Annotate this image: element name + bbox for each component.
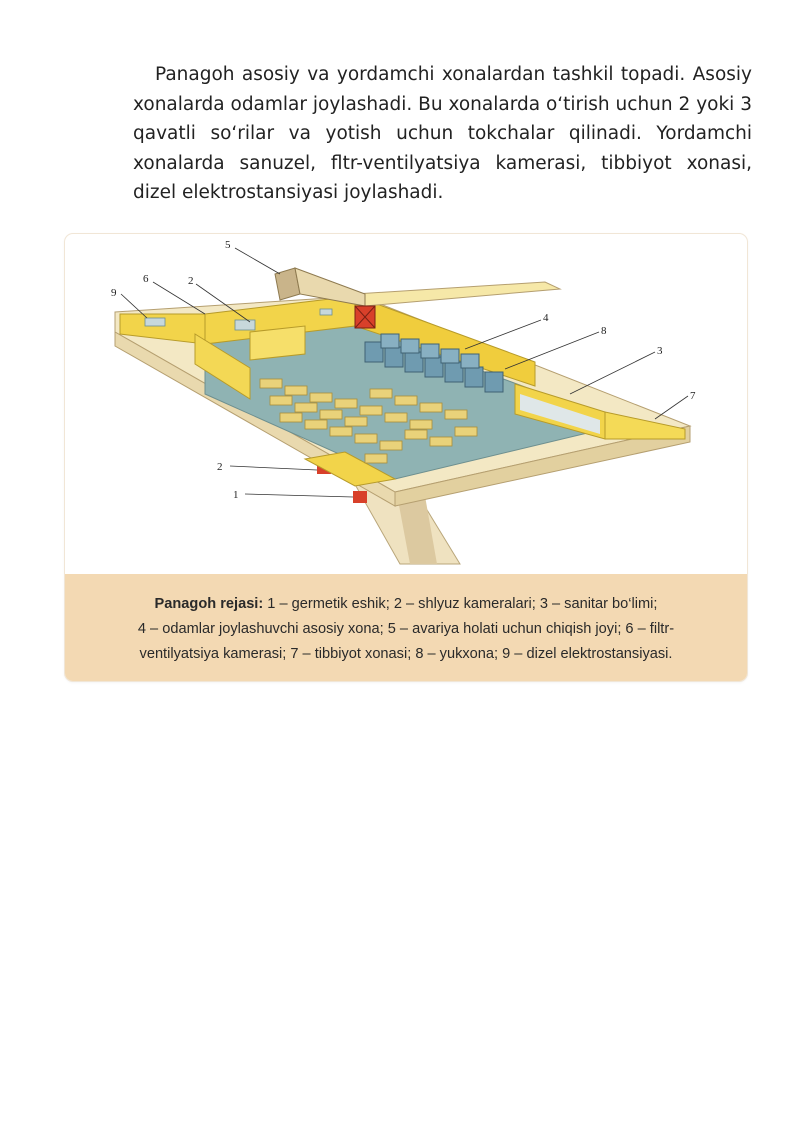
hermetic-door-marker [353, 491, 367, 503]
callout-2-bottom: 2 [217, 461, 223, 473]
callout-5: 5 [225, 239, 231, 251]
callout-2-top: 2 [188, 275, 194, 287]
filter-unit [235, 320, 255, 330]
caption-line-2: 4 – odamlar joylashuvchi asosiy xona; 5 – avariya holati uchun chiqish joyi; 6 – filtr- [137, 621, 675, 637]
figure-caption [65, 574, 747, 681]
generator-unit [145, 318, 165, 326]
caption-line-3: ventilyatsiya kamerasi; 7 – tibbiyot xonasi; 8 – yukxona; 9 – dizel elektrostansiyasi. [139, 646, 673, 662]
callout-9: 9 [111, 287, 117, 299]
vent-unit [320, 309, 332, 315]
room-partition [250, 326, 305, 360]
callout-4: 4 [543, 312, 549, 324]
callout-6: 6 [143, 273, 149, 285]
callout-7: 7 [690, 390, 696, 402]
callout-8: 8 [601, 325, 607, 337]
callout-3: 3 [657, 345, 663, 357]
shelter-illustration [65, 234, 747, 574]
caption-line-1: 1 – germetik eshik; 2 – shlyuz kameralari; 3 – sanitar bo‘limi; [263, 596, 658, 612]
callout-1: 1 [233, 489, 239, 501]
body-paragraph: Panagoh asosiy va yordamchi xonalardan tashkil topadi. Asosiy xonalarda odamlar joylashadi. Bu xonalarda o‘tirish uchun 2 yoki 3 qavatli so‘rilar va yotish uchun tokchalar qilinadi. Yordamchi xonalarda sanuzel, fltr-ventilyatsiya kamerasi, tibbiyot xonasi, dizel elektrostansiyasi joylashadi. [133, 64, 752, 203]
shelter-plan-figure [65, 234, 747, 681]
caption-title: Panagoh rejasi: [154, 596, 264, 612]
emergency-tunnel [355, 282, 560, 306]
